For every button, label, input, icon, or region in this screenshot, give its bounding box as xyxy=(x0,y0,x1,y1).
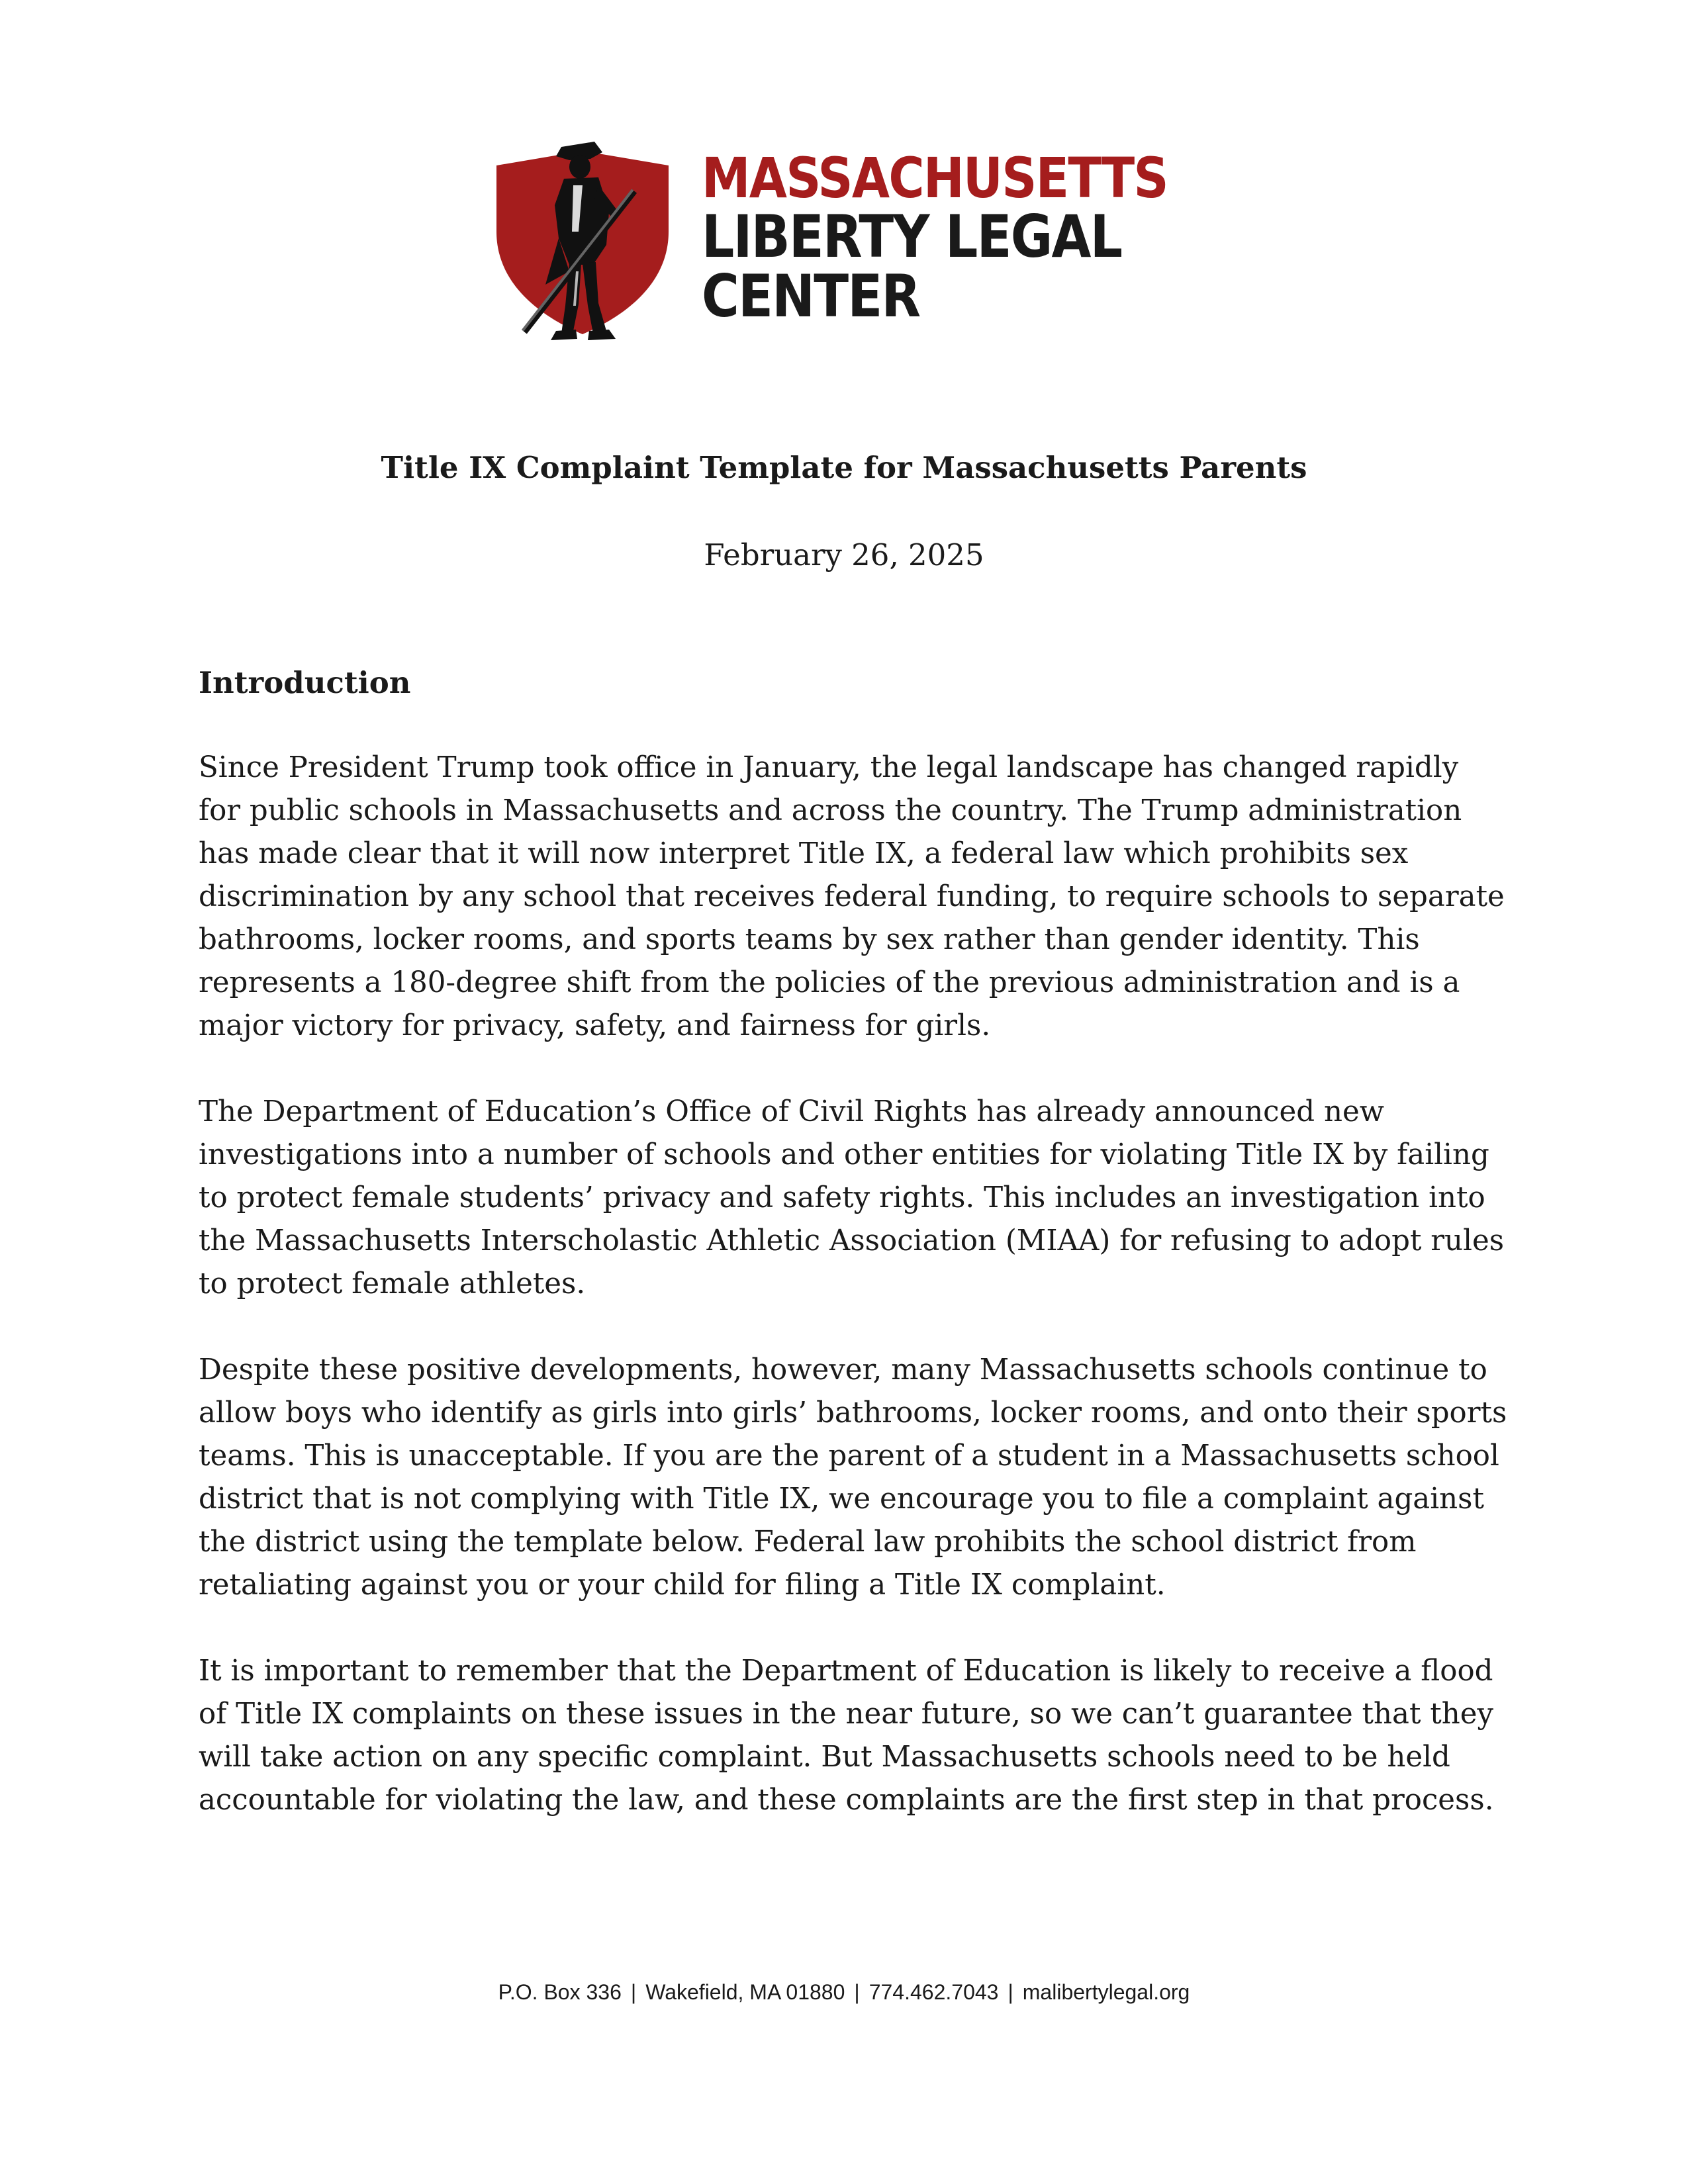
section-heading-introduction: Introduction xyxy=(199,665,411,700)
introduction-body xyxy=(199,747,1509,1865)
footer-city: Wakefield, MA 01880 xyxy=(645,1980,845,2004)
minuteman-shield-icon xyxy=(477,132,688,344)
footer-separator: | xyxy=(1008,1980,1013,2004)
paragraph: Despite these positive developments, however, many Massachusetts schools continue to allow boys who identify as girls into girls’ bathrooms, locker rooms, and onto their sports teams. This is unacceptable. If you are the parent of a student in a Massachusetts school district that is not complying with Title IX, we encourage you to file a complaint against the district using the template below. Federal law prohibits the school district from retaliating against you or your child for filing a Title IX complaint. xyxy=(199,1353,1507,1602)
footer-address: P.O. Box 336 xyxy=(498,1980,622,2004)
document-date: February 26, 2025 xyxy=(704,537,984,572)
page-footer xyxy=(0,1980,1688,2005)
document-title: Title IX Complaint Template for Massachusetts Parents xyxy=(381,450,1307,485)
footer-phone: 774.462.7043 xyxy=(868,1980,999,2004)
logo-wordmark xyxy=(702,146,1231,330)
footer-separator: | xyxy=(630,1980,637,2004)
footer-separator: | xyxy=(854,1980,860,2004)
footer-website: malibertylegal.org xyxy=(1022,1980,1190,2004)
logo-line-liberty-legal-center: LIBERTY LEGAL CENTER xyxy=(702,203,1122,330)
paragraph: It is important to remember that the Department of Education is likely to receive a flood of Title IX complaints on these issues in the near future, so we can’t guarantee that they will take action on any specific complaint. But Massachusetts schools need to be held accountable for violating the law, and these complaints are the first step in that process. xyxy=(199,1655,1494,1817)
paragraph: Since President Trump took office in January, the legal landscape has changed rapidly for public schools in Massachusetts and across the country. The Trump administration has made clear that it will now interpret Title IX, a federal law which prohibits sex discrimination by any school that receives federal funding, to require schools to separate bathrooms, locker rooms, and sports teams by sex rather than gender identity. This represents a 180-degree shift from the policies of the previous administration and is a major victory for privacy, safety, and fairness for girls. xyxy=(199,751,1505,1042)
organization-logo xyxy=(477,106,1218,371)
logo-line-massachusetts: MASSACHUSETTS xyxy=(702,146,1168,211)
paragraph: The Department of Education’s Office of Civil Rights has already announced new investigations into a number of schools and other entities for violating Title IX by failing to protect female students’ privacy and safety rights. This includes an investigation into the Massachusetts Interscholastic Athletic Association (MIAA) for refusing to adopt rules to protect female athletes. xyxy=(199,1095,1505,1300)
